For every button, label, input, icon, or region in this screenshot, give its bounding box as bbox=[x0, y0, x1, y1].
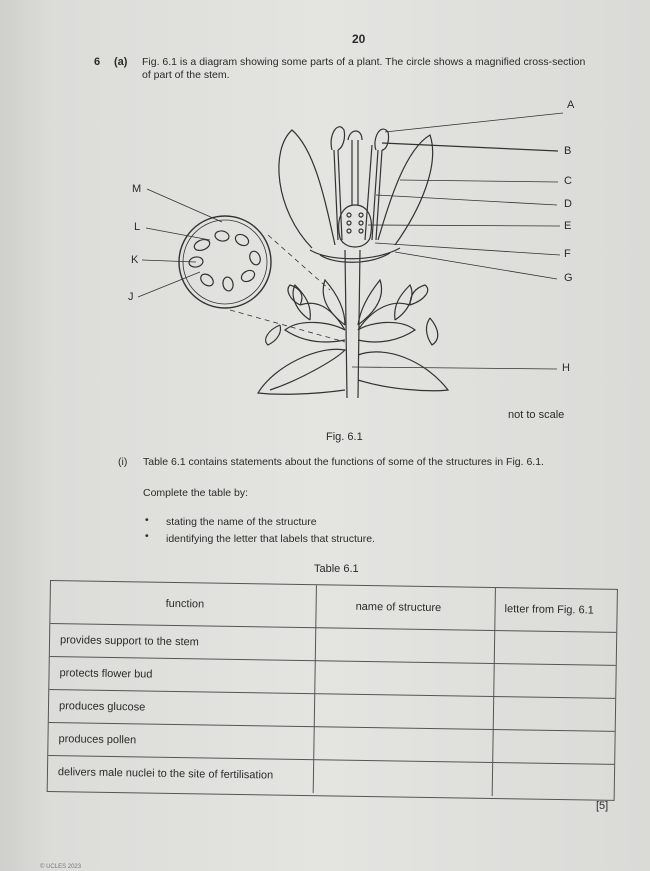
header-letter: letter from Fig. 6.1 bbox=[504, 603, 594, 617]
bullet-dot-2: • bbox=[145, 530, 149, 542]
label-K: K bbox=[131, 254, 139, 266]
letter-answer-cell[interactable] bbox=[497, 696, 612, 731]
function-cell: produces glucose bbox=[58, 699, 146, 714]
label-L: L bbox=[134, 221, 141, 233]
function-cell: provides support to the stem bbox=[59, 633, 199, 648]
label-D: D bbox=[564, 198, 572, 210]
letter-answer-cell[interactable] bbox=[496, 729, 611, 764]
footer-copyright: © UCLES 2023 bbox=[40, 864, 82, 870]
label-J: J bbox=[128, 291, 134, 303]
label-E: E bbox=[564, 220, 572, 232]
complete-instruction: Complete the table by: bbox=[143, 487, 249, 499]
plant-diagram bbox=[0, 0, 650, 430]
letter-answer-cell[interactable] bbox=[498, 630, 613, 665]
scale-note: not to scale bbox=[508, 409, 565, 421]
label-G: G bbox=[564, 272, 573, 284]
label-C: C bbox=[564, 175, 572, 187]
bullet-dot-1: • bbox=[145, 514, 149, 526]
label-H: H bbox=[562, 362, 570, 374]
function-cell: protects flower bud bbox=[59, 666, 153, 681]
function-cell: produces pollen bbox=[58, 732, 137, 746]
question-number: 6 bbox=[94, 56, 101, 68]
sub-question-number: (i) bbox=[118, 456, 128, 468]
bullet-1: stating the name of the structure bbox=[166, 516, 317, 528]
letter-answer-cell[interactable] bbox=[496, 762, 611, 798]
question-part: (a) bbox=[114, 56, 128, 68]
page-number: 20 bbox=[352, 32, 366, 46]
question-intro-line2: of part of the stem. bbox=[142, 69, 230, 81]
function-cell: delivers male nuclei to the site of fertilisation bbox=[57, 766, 274, 782]
header-name-of-structure: name of structure bbox=[355, 600, 442, 615]
figure-caption: Fig. 6.1 bbox=[326, 431, 363, 443]
marks: [5] bbox=[596, 800, 609, 812]
sub-question-text: Table 6.1 contains statements about the functions of some of the structures in Fig. 6.1. bbox=[143, 456, 544, 468]
letter-answer-cell[interactable] bbox=[497, 663, 612, 698]
structure-answer-cell[interactable] bbox=[320, 627, 490, 663]
label-A: A bbox=[567, 99, 575, 111]
question-intro-line1: Fig. 6.1 is a diagram showing some parts of a plant. The circle shows a magnified cross-section bbox=[142, 56, 586, 68]
structure-answer-cell[interactable] bbox=[319, 660, 489, 696]
header-function: function bbox=[165, 597, 205, 611]
label-M: M bbox=[132, 183, 142, 195]
table-caption: Table 6.1 bbox=[314, 563, 359, 575]
structure-answer-cell[interactable] bbox=[318, 726, 488, 762]
functions-table bbox=[47, 580, 618, 801]
structure-answer-cell[interactable] bbox=[318, 759, 489, 796]
label-B: B bbox=[564, 145, 572, 157]
bullet-2: identifying the letter that labels that structure. bbox=[166, 533, 375, 545]
structure-answer-cell[interactable] bbox=[319, 693, 489, 729]
label-F: F bbox=[564, 248, 571, 260]
